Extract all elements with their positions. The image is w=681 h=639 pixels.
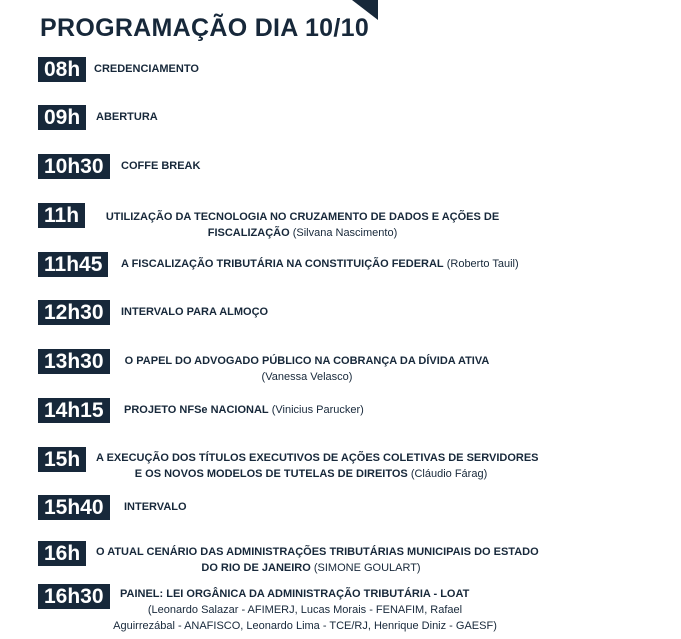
- session-speaker-line1: (Leonardo Salazar - AFIMERJ, Lucas Morais - FENAFIM, Rafael: [147, 604, 463, 616]
- session-title-line1: O ATUAL CENÁRIO DAS ADMINISTRAÇÕES TRIBUTÁRIAS MUNICIPAIS DO ESTADO: [96, 546, 539, 558]
- session-title: INTERVALO: [124, 501, 187, 513]
- time-badge: 12h30: [38, 300, 110, 325]
- session-description: [124, 402, 364, 418]
- session-title-line1: A EXECUÇÃO DOS TÍTULOS EXECUTIVOS DE AÇÕES COLETIVAS DE SERVIDORES: [96, 452, 539, 464]
- session-description: [96, 450, 539, 482]
- session-description: [121, 304, 268, 320]
- session-speaker: (SIMONE GOULART): [313, 562, 421, 574]
- time-badge: 13h30: [38, 349, 110, 374]
- time-badge: 16h30: [38, 584, 110, 609]
- time-badge: 11h: [38, 203, 85, 228]
- time-badge: 09h: [38, 105, 86, 130]
- session-title-line1: UTILIZAÇÃO DA TECNOLOGIA NO CRUZAMENTO DE DADOS E AÇÕES DE: [105, 211, 500, 223]
- session-title-line2: E OS NOVOS MODELOS DE TUTELAS DE DIREITOS: [134, 468, 408, 480]
- session-description: [96, 109, 158, 125]
- session-title: INTERVALO PARA ALMOÇO: [121, 306, 269, 318]
- session-description: [121, 353, 493, 385]
- session-speaker: (Vinicius Parucker): [271, 404, 364, 416]
- session-speaker-line2: Aguirrezábal - ANAFISCO, Leonardo Lima - TCE/RJ, Henrique Diniz - GAESF): [113, 620, 497, 632]
- session-speaker: (Silvana Nascimento): [292, 227, 398, 239]
- session-title-wrap: [120, 586, 469, 602]
- session-title: O PAPEL DO ADVOGADO PÚBLICO NA COBRANÇA DA DÍVIDA ATIVA: [124, 355, 490, 367]
- time-badge: 15h: [38, 447, 86, 472]
- time-badge: 15h40: [38, 495, 110, 520]
- session-title: A FISCALIZAÇÃO TRIBUTÁRIA NA CONSTITUIÇÃO FEDERAL: [121, 258, 444, 270]
- session-title: COFFE BREAK: [121, 160, 201, 172]
- session-description: [124, 499, 187, 515]
- time-badge: 11h45: [38, 252, 108, 277]
- session-title-line2: DO RIO DE JANEIRO: [201, 562, 311, 574]
- session-title: CREDENCIAMENTO: [94, 63, 199, 75]
- time-badge: 16h: [38, 541, 86, 566]
- session-speaker: (Vanessa Velasco): [261, 371, 353, 383]
- session-title: PROJETO NFSe NACIONAL: [124, 404, 269, 416]
- session-title-line2: FISCALIZAÇÃO: [207, 227, 290, 239]
- session-description: [121, 158, 200, 174]
- session-description: [94, 61, 199, 77]
- session-description: [100, 209, 505, 241]
- time-badge: 14h15: [38, 398, 110, 423]
- session-speaker: (Roberto Tauil): [446, 258, 519, 270]
- session-speaker: (Cláudio Fárag): [410, 468, 488, 480]
- time-badge: 10h30: [38, 154, 110, 179]
- session-title: PAINEL: LEI ORGÂNICA DA ADMINISTRAÇÃO TRIBUTÁRIA - LOAT: [120, 588, 470, 600]
- page-title: PROGRAMAÇÃO DIA 10/10: [40, 14, 370, 42]
- time-badge: 08h: [38, 57, 86, 82]
- session-description: [121, 256, 519, 272]
- session-title: ABERTURA: [96, 111, 158, 123]
- session-description: [96, 544, 539, 576]
- session-speakers: [80, 602, 530, 634]
